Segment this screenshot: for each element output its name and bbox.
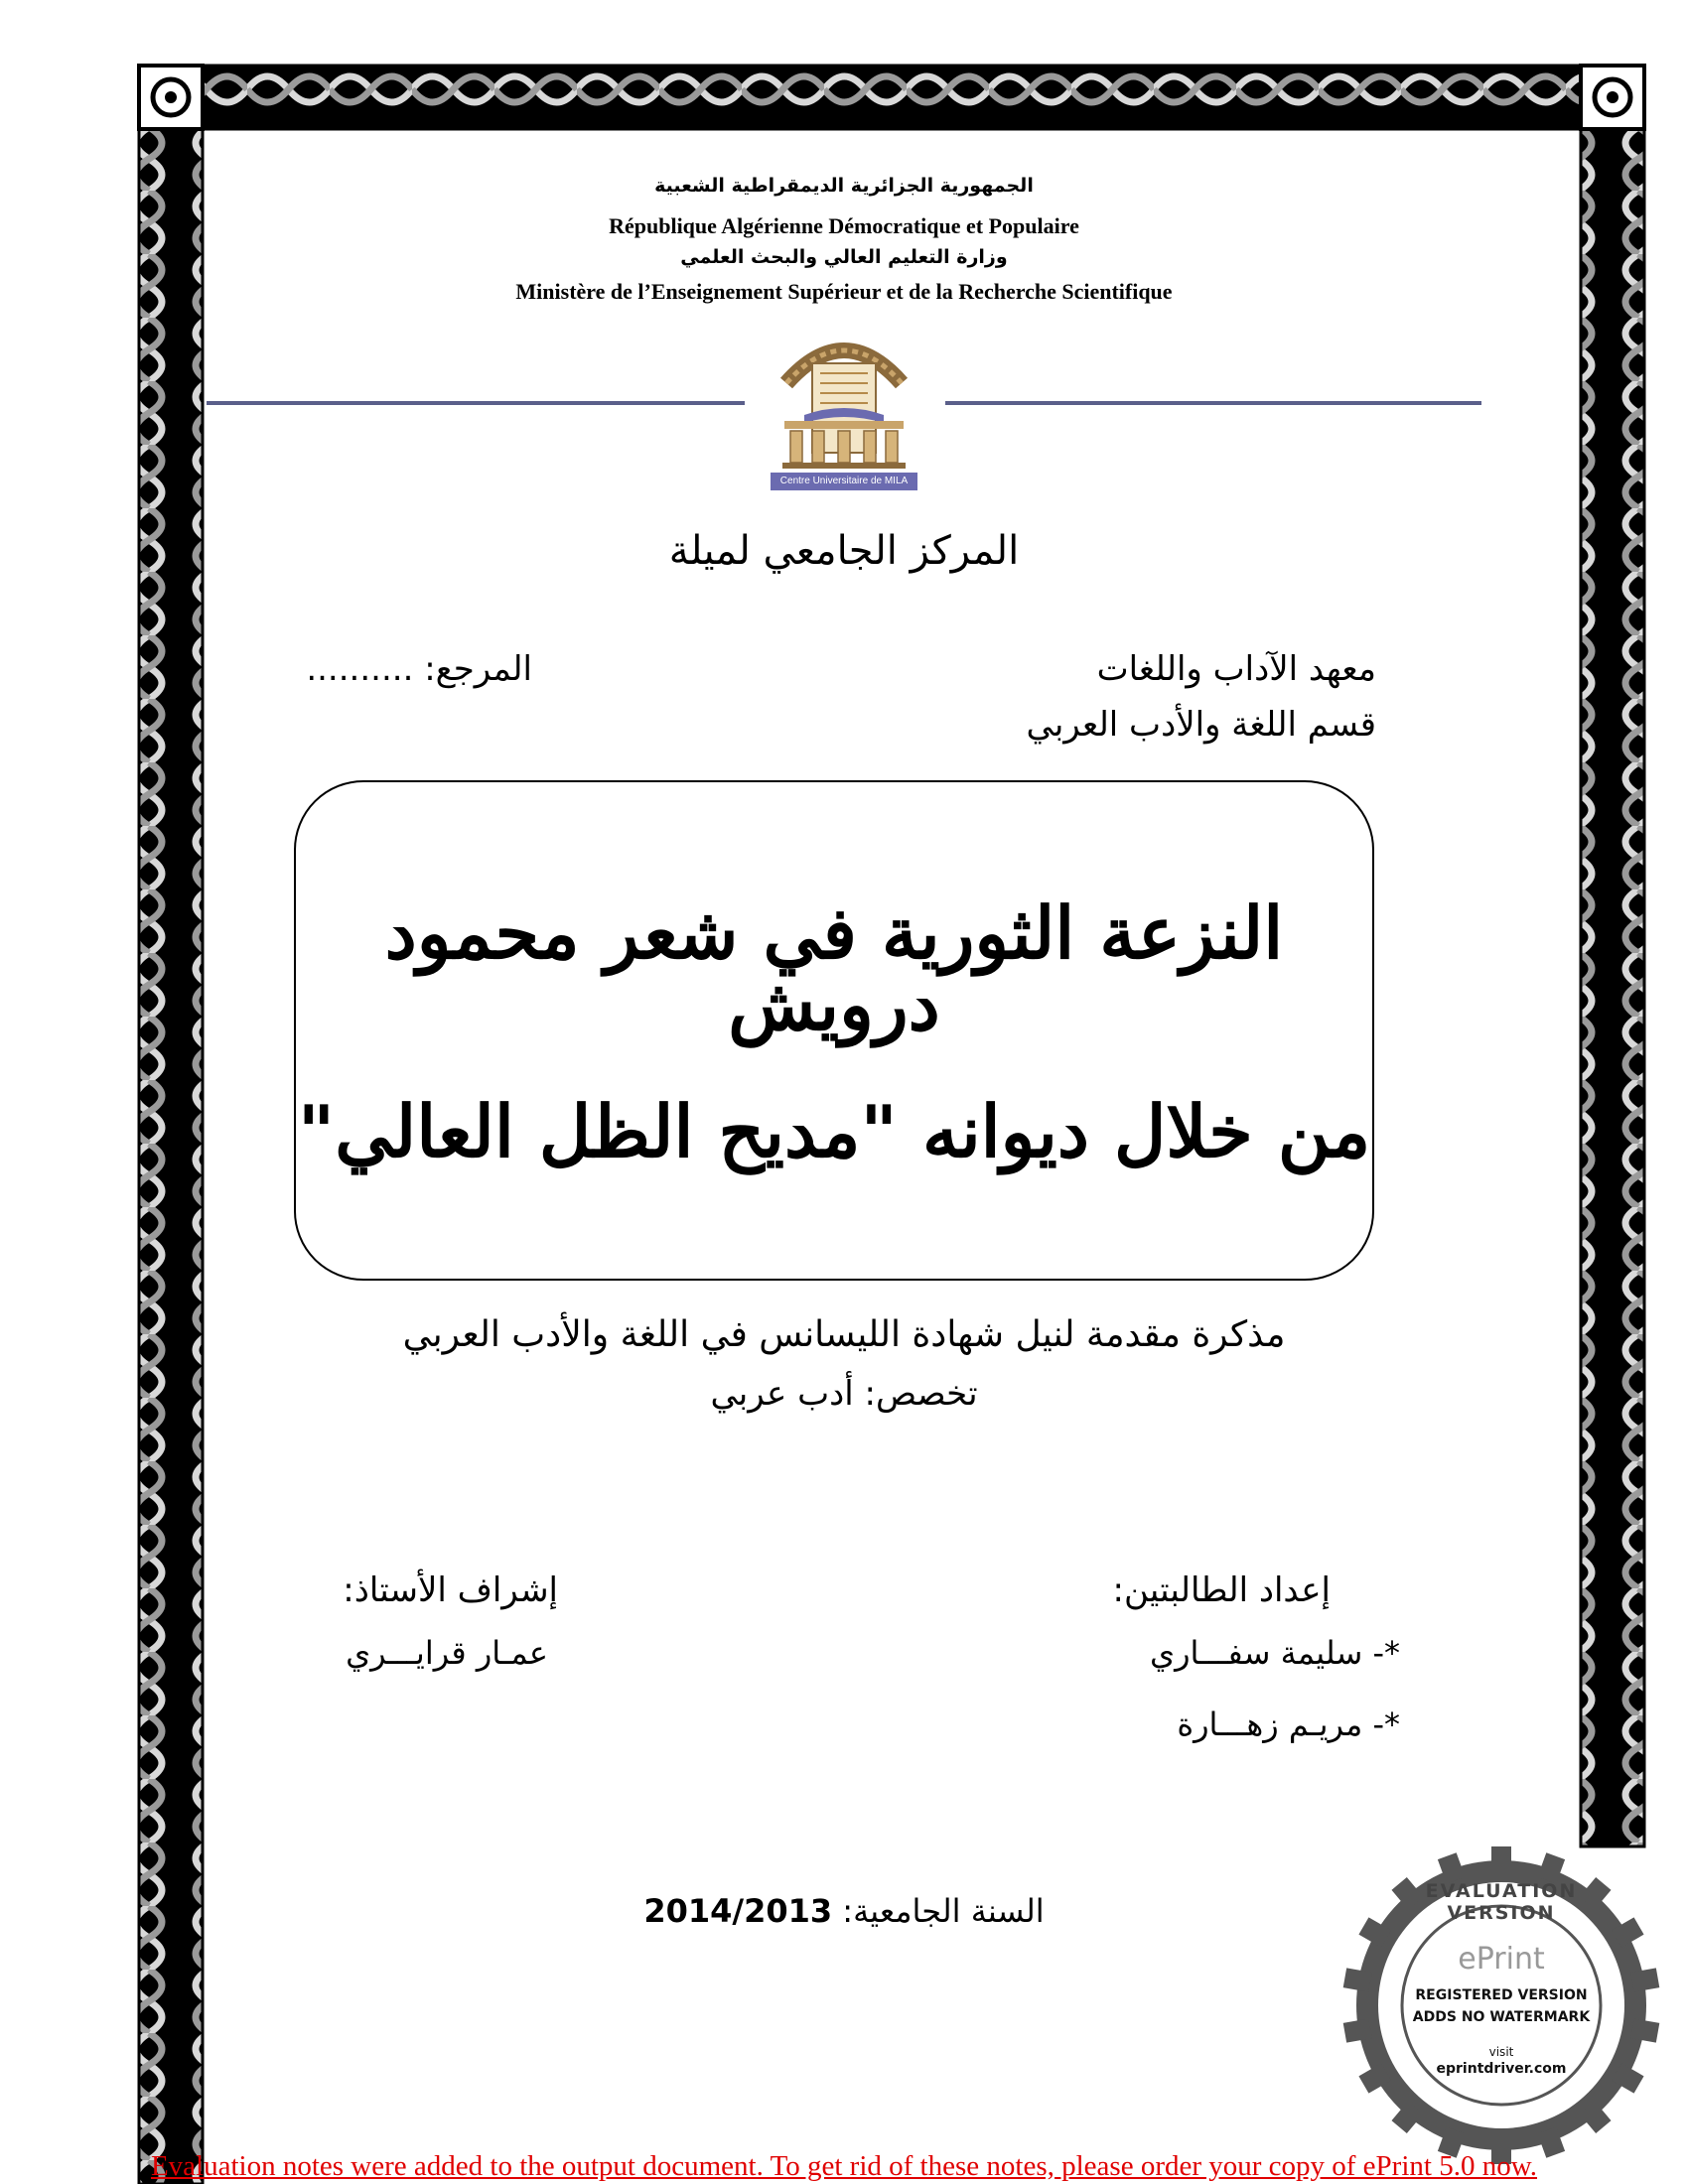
department-name: قسم اللغة والأدب العربي bbox=[1026, 705, 1376, 745]
supervisor-label: إشراف الأستاذ: bbox=[343, 1570, 558, 1610]
thesis-title-line-1: النزعة الثورية في شعر محمود درويش bbox=[384, 890, 1284, 1046]
students-label: إعداد الطالبتين: bbox=[1112, 1570, 1331, 1610]
specialty: تخصص: أدب عربي bbox=[710, 1374, 978, 1414]
seal-brand: ePrint bbox=[1458, 1942, 1545, 1977]
academic-year bbox=[496, 1892, 1192, 1930]
university-logo bbox=[765, 324, 923, 498]
header-divider-right bbox=[945, 401, 1481, 405]
university-name: المركز الجامعي لميلة bbox=[668, 528, 1020, 574]
header-divider-left bbox=[207, 401, 745, 405]
seal-ring-text: EVALUATION VERSION bbox=[1425, 1880, 1578, 1924]
logo-caption: Centre Universitaire de MILA bbox=[771, 473, 917, 490]
evaluation-note-link[interactable]: Evaluation notes were added to the output document. To get rid of these notes, please order your copy of ePrint 5.0 now. bbox=[150, 2150, 1538, 2182]
thesis-purpose: مذكرة مقدمة لنيل شهادة الليسانس في اللغة والأدب العربي bbox=[402, 1314, 1286, 1355]
academic-year-value: 2014/2013 bbox=[643, 1892, 833, 1930]
seal-visit: visit bbox=[1488, 2045, 1514, 2059]
academic-year-label: السنة الجامعية: bbox=[842, 1892, 1045, 1930]
ministry-arabic: وزارة التعليم العالي والبحث العلمي bbox=[680, 246, 1008, 268]
student-name-1: *- سليمة سفـــاري bbox=[1150, 1634, 1400, 1672]
ministry-french: Ministère de l’Enseignement Supérieur et de la Recherche Scientifique bbox=[515, 279, 1173, 304]
seal-site: eprintdriver.com bbox=[1436, 2061, 1567, 2077]
student-name-2: *- مريـم زهـــارة bbox=[1177, 1706, 1400, 1743]
thesis-title-line-2: من خلال ديوانه "مديح الظل العالي" bbox=[297, 1089, 1371, 1173]
seal-line-1: REGISTERED VERSION bbox=[1415, 1987, 1588, 2003]
university-building-logo-icon bbox=[765, 324, 923, 473]
republic-french: République Algérienne Démocratique et Populaire bbox=[609, 213, 1079, 238]
republic-arabic: الجمهورية الجزائرية الديمقراطية الشعبية bbox=[654, 175, 1034, 197]
supervisor-name: عمـار قرايـــري bbox=[346, 1634, 548, 1672]
evaluation-seal bbox=[1342, 1846, 1660, 2164]
seal-line-2: ADDS NO WATERMARK bbox=[1412, 2009, 1591, 2025]
reference-number: المرجع: .......... bbox=[306, 649, 532, 689]
institute-name: معهد الآداب واللغات bbox=[1096, 649, 1376, 689]
